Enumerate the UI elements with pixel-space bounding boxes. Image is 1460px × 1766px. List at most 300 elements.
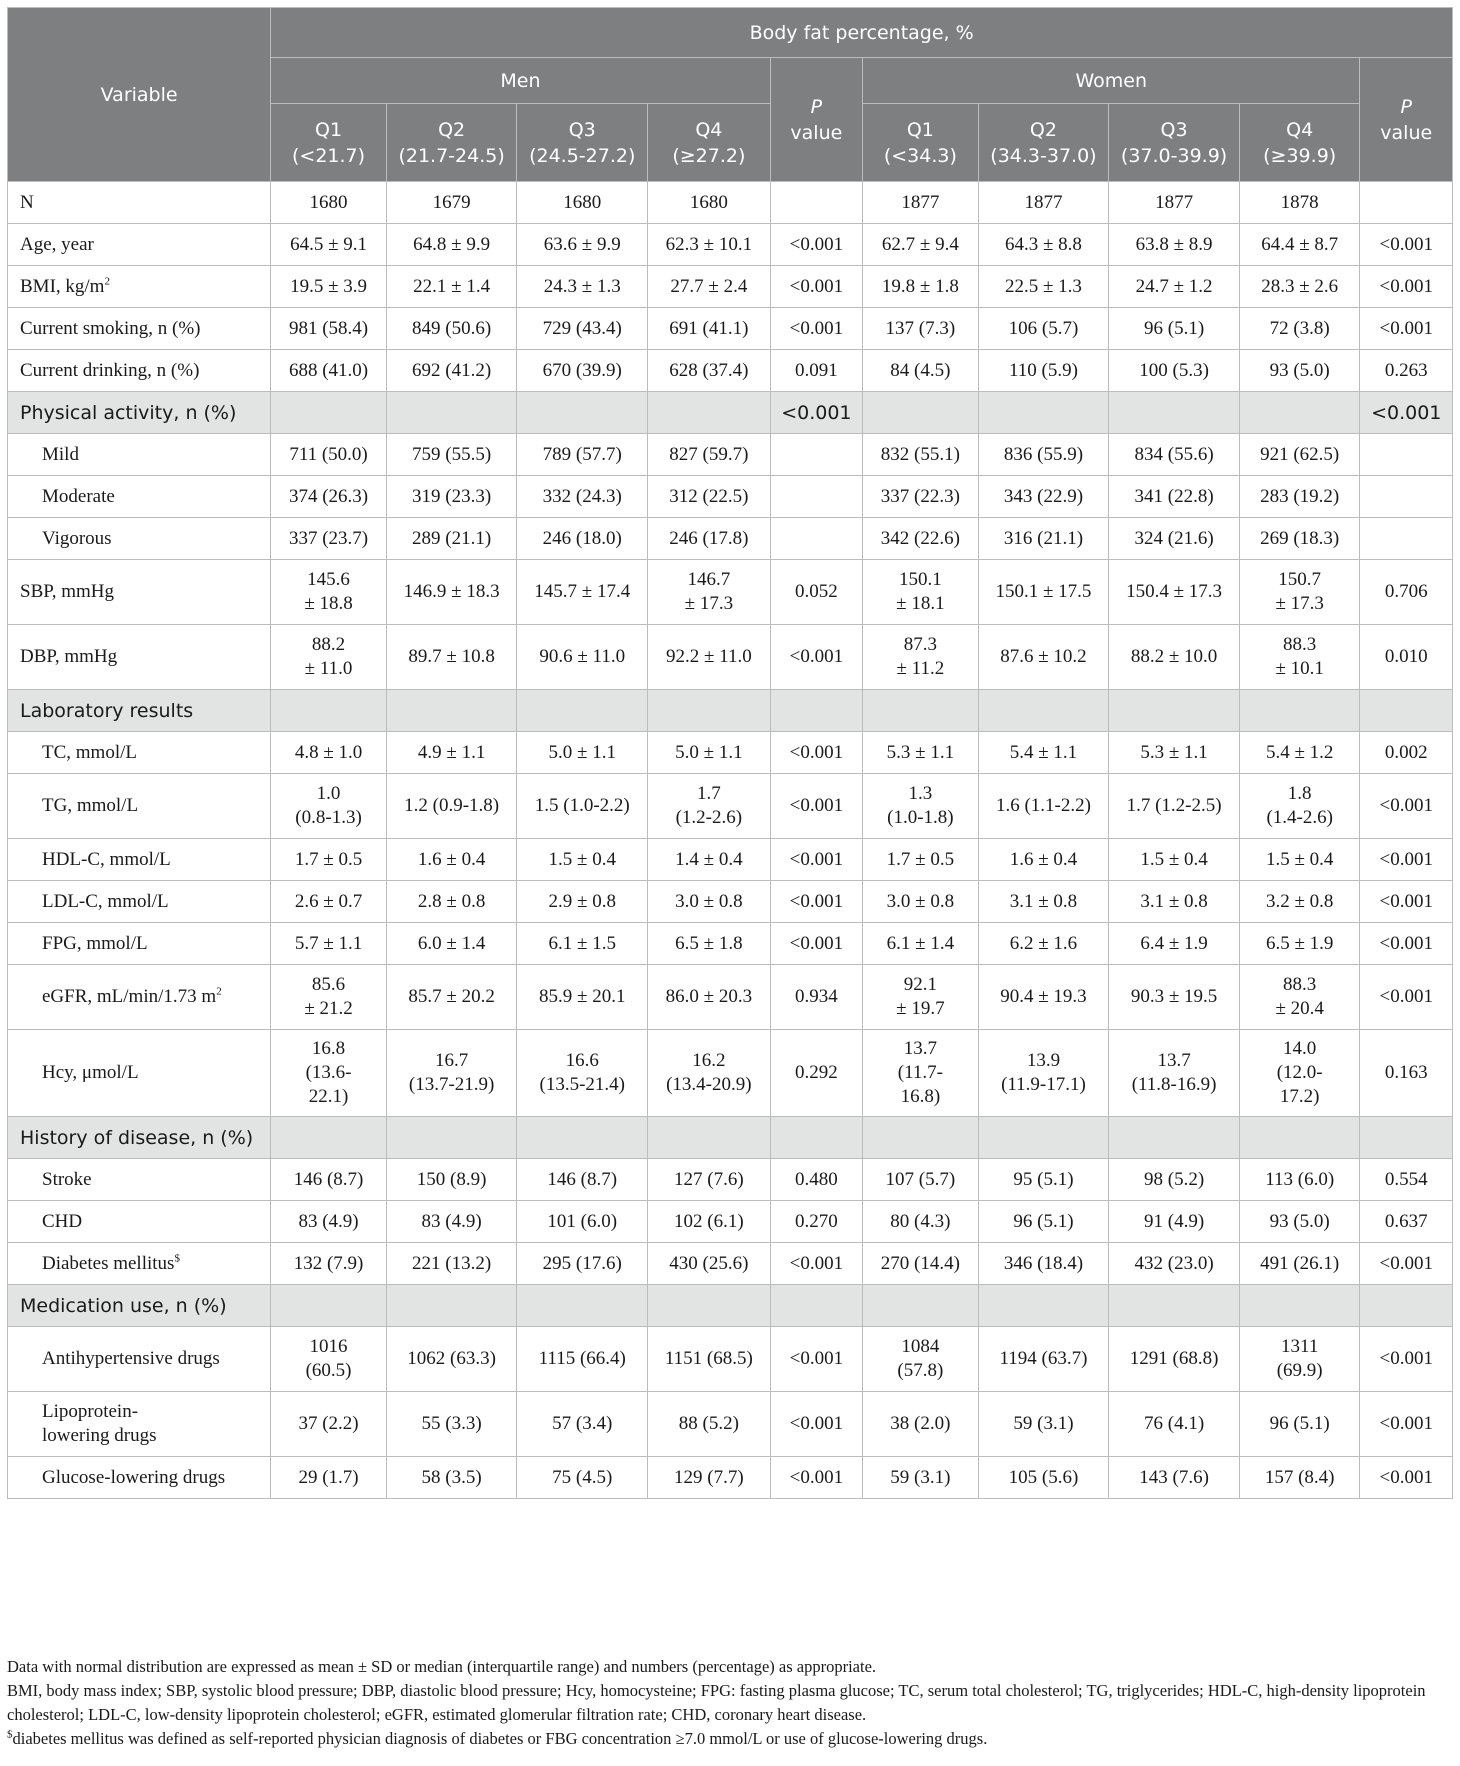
- table-row-chd: [8, 1201, 1453, 1243]
- row-label: Hcy, μmol/L: [8, 1030, 271, 1117]
- women-q4-cell: 1.8 (1.4-2.6): [1239, 774, 1360, 839]
- row-label: Moderate: [8, 476, 271, 518]
- women-q2-cell: 1.6 ± 0.4: [978, 839, 1109, 881]
- men-p-value-cell: <0.001: [770, 732, 862, 774]
- men-q4-cell: 1.4 ± 0.4: [648, 839, 771, 881]
- men-q2-cell: 58 (3.5): [386, 1457, 517, 1499]
- women-q1-cell: 92.1 ± 19.7: [863, 965, 979, 1030]
- men-q4-cell: 16.2 (13.4-20.9): [648, 1030, 771, 1117]
- women-p-value-cell: <0.001: [1360, 839, 1453, 881]
- men-p-value-cell: [770, 434, 862, 476]
- men-p-value-cell: <0.001: [770, 266, 862, 308]
- row-label: Physical activity, n (%): [8, 392, 271, 434]
- women-q1-cell: 3.0 ± 0.8: [863, 881, 979, 923]
- men-q4-cell: [648, 1285, 771, 1327]
- table-row-antihyp: [8, 1327, 1453, 1392]
- row-label: FPG, mmol/L: [8, 923, 271, 965]
- women-q2-cell: 1194 (63.7): [978, 1327, 1109, 1392]
- women-q2-cell: 836 (55.9): [978, 434, 1109, 476]
- women-p-value-cell: 0.554: [1360, 1159, 1453, 1201]
- row-label: History of disease, n (%): [8, 1117, 271, 1159]
- men-p-value-cell: [770, 182, 862, 224]
- women-q3-cell: 1.5 ± 0.4: [1109, 839, 1240, 881]
- women-q1-cell: 80 (4.3): [863, 1201, 979, 1243]
- men-q3-cell: 2.9 ± 0.8: [517, 881, 648, 923]
- men-p-value-cell: 0.480: [770, 1159, 862, 1201]
- women-p-value-cell: <0.001: [1360, 923, 1453, 965]
- men-q3-cell: 1.5 ± 0.4: [517, 839, 648, 881]
- men-q3-cell: 75 (4.5): [517, 1457, 648, 1499]
- men-q1-cell: 337 (23.7): [271, 518, 387, 560]
- group-title-header: Body fat percentage, %: [271, 8, 1453, 58]
- men-header: Men: [271, 58, 770, 104]
- men-q1-cell: 711 (50.0): [271, 434, 387, 476]
- men-q2-cell: 289 (21.1): [386, 518, 517, 560]
- women-q1-cell: 62.7 ± 9.4: [863, 224, 979, 266]
- men-q3-cell: 101 (6.0): [517, 1201, 648, 1243]
- women-p-value-cell: [1360, 182, 1453, 224]
- men-p-value-cell: <0.001: [770, 625, 862, 690]
- men-q3-cell: 6.1 ± 1.5: [517, 923, 648, 965]
- table-row-drinking: [8, 350, 1453, 392]
- men-q4-cell: 127 (7.6): [648, 1159, 771, 1201]
- women-q2-cell: [978, 690, 1109, 732]
- men-q4-cell: [648, 690, 771, 732]
- men-q2-cell: 2.8 ± 0.8: [386, 881, 517, 923]
- women-q3-cell: 5.3 ± 1.1: [1109, 732, 1240, 774]
- women-q2-header: Q2 (34.3-37.0): [978, 104, 1109, 182]
- men-q3-cell: 63.6 ± 9.9: [517, 224, 648, 266]
- men-q2-cell: 85.7 ± 20.2: [386, 965, 517, 1030]
- men-q1-cell: 85.6 ± 21.2: [271, 965, 387, 1030]
- women-q4-cell: 64.4 ± 8.7: [1239, 224, 1360, 266]
- row-label: Stroke: [8, 1159, 271, 1201]
- women-q2-cell: 110 (5.9): [978, 350, 1109, 392]
- women-header: Women: [863, 58, 1360, 104]
- women-q1-cell: [863, 1285, 979, 1327]
- women-q1-cell: 19.8 ± 1.8: [863, 266, 979, 308]
- men-q2-cell: 319 (23.3): [386, 476, 517, 518]
- men-q2-cell: [386, 392, 517, 434]
- women-p-value-cell: [1360, 1117, 1453, 1159]
- men-q3-cell: 57 (3.4): [517, 1392, 648, 1457]
- men-q1-cell: 5.7 ± 1.1: [271, 923, 387, 965]
- women-q2-cell: 1877: [978, 182, 1109, 224]
- row-label: Mild: [8, 434, 271, 476]
- women-q1-cell: 1084 (57.8): [863, 1327, 979, 1392]
- row-label: Antihypertensive drugs: [8, 1327, 271, 1392]
- men-q1-cell: [271, 392, 387, 434]
- men-q1-cell: 83 (4.9): [271, 1201, 387, 1243]
- row-label: DBP, mmHg: [8, 625, 271, 690]
- women-q4-cell: [1239, 690, 1360, 732]
- baseline-characteristics-table: [7, 7, 1453, 1499]
- men-q2-cell: 1062 (63.3): [386, 1327, 517, 1392]
- women-q3-cell: 324 (21.6): [1109, 518, 1240, 560]
- table-row-fpg: [8, 923, 1453, 965]
- women-q2-cell: 3.1 ± 0.8: [978, 881, 1109, 923]
- men-q3-cell: 1680: [517, 182, 648, 224]
- women-q3-cell: 98 (5.2): [1109, 1159, 1240, 1201]
- men-q4-cell: 691 (41.1): [648, 308, 771, 350]
- women-q4-cell: 14.0 (12.0- 17.2): [1239, 1030, 1360, 1117]
- men-q4-cell: [648, 1117, 771, 1159]
- table-container: [7, 7, 1453, 1499]
- men-q1-cell: 1.7 ± 0.5: [271, 839, 387, 881]
- women-q1-cell: 13.7 (11.7- 16.8): [863, 1030, 979, 1117]
- table-row-bmi: [8, 266, 1453, 308]
- women-q3-cell: [1109, 690, 1240, 732]
- women-q1-cell: 337 (22.3): [863, 476, 979, 518]
- men-p-value-cell: 0.934: [770, 965, 862, 1030]
- men-q4-cell: 246 (17.8): [648, 518, 771, 560]
- men-q1-cell: 132 (7.9): [271, 1243, 387, 1285]
- women-q4-cell: 93 (5.0): [1239, 350, 1360, 392]
- footnote-distribution: Data with normal distribution are expressed as mean ± SD or median (interquartile range) and numbers (percentage) as appropriate.: [7, 1657, 877, 1676]
- men-q2-cell: 89.7 ± 10.8: [386, 625, 517, 690]
- women-q4-cell: 88.3 ± 10.1: [1239, 625, 1360, 690]
- men-q1-cell: 37 (2.2): [271, 1392, 387, 1457]
- women-q3-cell: 1.7 (1.2-2.5): [1109, 774, 1240, 839]
- men-q4-cell: [648, 392, 771, 434]
- table-row-diabetes: [8, 1243, 1453, 1285]
- men-q2-cell: 16.7 (13.7-21.9): [386, 1030, 517, 1117]
- men-q4-cell: 27.7 ± 2.4: [648, 266, 771, 308]
- women-q4-cell: 1311 (69.9): [1239, 1327, 1360, 1392]
- row-label: HDL-C, mmol/L: [8, 839, 271, 881]
- men-q4-header: Q4 (≥27.2): [648, 104, 771, 182]
- women-q4-cell: [1239, 392, 1360, 434]
- table-row-tg: [8, 774, 1453, 839]
- men-q4-cell: 88 (5.2): [648, 1392, 771, 1457]
- men-q3-header: Q3 (24.5-27.2): [517, 104, 648, 182]
- women-q4-cell: 1878: [1239, 182, 1360, 224]
- men-q4-cell: 430 (25.6): [648, 1243, 771, 1285]
- women-q3-cell: [1109, 392, 1240, 434]
- row-label: Current smoking, n (%): [8, 308, 271, 350]
- women-q1-cell: 84 (4.5): [863, 350, 979, 392]
- men-q3-cell: 146 (8.7): [517, 1159, 648, 1201]
- men-q3-cell: [517, 1117, 648, 1159]
- men-p-value-cell: 0.052: [770, 560, 862, 625]
- women-q2-cell: 6.2 ± 1.6: [978, 923, 1109, 965]
- women-q2-cell: 96 (5.1): [978, 1201, 1109, 1243]
- men-q1-cell: 374 (26.3): [271, 476, 387, 518]
- women-q1-cell: [863, 1117, 979, 1159]
- women-q3-cell: 96 (5.1): [1109, 308, 1240, 350]
- table-row-moderate: [8, 476, 1453, 518]
- men-p-value-cell: [770, 1117, 862, 1159]
- men-q1-cell: 19.5 ± 3.9: [271, 266, 387, 308]
- women-q2-cell: [978, 1285, 1109, 1327]
- men-q3-cell: 1115 (66.4): [517, 1327, 648, 1392]
- men-p-value-cell: <0.001: [770, 923, 862, 965]
- table-row-mild: [8, 434, 1453, 476]
- row-label: N: [8, 182, 271, 224]
- men-p-value-cell: <0.001: [770, 308, 862, 350]
- men-p-value-cell: <0.001: [770, 839, 862, 881]
- men-q4-cell: 146.7 ± 17.3: [648, 560, 771, 625]
- men-q2-cell: 1.2 (0.9-1.8): [386, 774, 517, 839]
- footnote-abbreviations: BMI, body mass index; SBP, systolic blood pressure; DBP, diastolic blood pressure; Hcy, homocysteine; FPG: fasting plasma glucose; TC, serum total cholesterol; TG, triglycerides; HDL-C, high-density lipoprotein cholesterol; LDL-C, low-density lipoprotein cholesterol; eGFR, estimated glomerular filtration rate; CHD, coronary heart disease.: [7, 1681, 1426, 1724]
- women-p-value-cell: 0.002: [1360, 732, 1453, 774]
- women-p-value-cell: 0.706: [1360, 560, 1453, 625]
- men-q2-cell: [386, 1285, 517, 1327]
- women-p-value-cell: <0.001: [1360, 965, 1453, 1030]
- table-body: [8, 182, 1453, 1499]
- men-q3-cell: 16.6 (13.5-21.4): [517, 1030, 648, 1117]
- women-p-value-cell: <0.001: [1360, 774, 1453, 839]
- women-q1-cell: [863, 392, 979, 434]
- women-p-value-cell: 0.637: [1360, 1201, 1453, 1243]
- women-p-value-cell: [1360, 518, 1453, 560]
- footnote-diabetes: $diabetes mellitus was defined as self-reported physician diagnosis of diabetes or FBG concentration ≥7.0 mmol/L or use of glucose-lowering drugs.: [7, 1728, 988, 1748]
- row-label: Age, year: [8, 224, 271, 266]
- table-row-egfr: [8, 965, 1453, 1030]
- row-label: TC, mmol/L: [8, 732, 271, 774]
- women-p-value-cell: <0.001: [1360, 266, 1453, 308]
- women-q1-cell: 832 (55.1): [863, 434, 979, 476]
- men-p-value-cell: <0.001: [770, 1327, 862, 1392]
- men-q4-cell: 86.0 ± 20.3: [648, 965, 771, 1030]
- table-row-n: [8, 182, 1453, 224]
- men-q4-cell: 62.3 ± 10.1: [648, 224, 771, 266]
- men-p-value-header: P value: [770, 58, 862, 182]
- men-q1-cell: 688 (41.0): [271, 350, 387, 392]
- women-p-value-cell: <0.001: [1360, 308, 1453, 350]
- men-q2-cell: 221 (13.2): [386, 1243, 517, 1285]
- row-label: Current drinking, n (%): [8, 350, 271, 392]
- women-p-value-cell: <0.001: [1360, 1457, 1453, 1499]
- women-q1-cell: 59 (3.1): [863, 1457, 979, 1499]
- men-q2-cell: 1679: [386, 182, 517, 224]
- variable-header: Variable: [8, 8, 271, 182]
- men-q3-cell: 670 (39.9): [517, 350, 648, 392]
- men-q1-cell: 1016 (60.5): [271, 1327, 387, 1392]
- row-label: Diabetes mellitus$: [8, 1243, 271, 1285]
- men-q4-cell: 1.7 (1.2-2.6): [648, 774, 771, 839]
- men-p-value-cell: <0.001: [770, 881, 862, 923]
- men-q2-cell: 150 (8.9): [386, 1159, 517, 1201]
- women-q4-cell: 157 (8.4): [1239, 1457, 1360, 1499]
- table-row-dbp: [8, 625, 1453, 690]
- men-q3-cell: 332 (24.3): [517, 476, 648, 518]
- women-q2-cell: 22.5 ± 1.3: [978, 266, 1109, 308]
- men-q1-cell: 2.6 ± 0.7: [271, 881, 387, 923]
- table-row-medication: [8, 1285, 1453, 1327]
- row-label: Vigorous: [8, 518, 271, 560]
- men-q2-cell: 64.8 ± 9.9: [386, 224, 517, 266]
- men-q3-cell: 90.6 ± 11.0: [517, 625, 648, 690]
- women-q3-cell: [1109, 1285, 1240, 1327]
- table-row-tc: [8, 732, 1453, 774]
- women-q3-cell: 13.7 (11.8-16.9): [1109, 1030, 1240, 1117]
- women-q3-cell: 150.4 ± 17.3: [1109, 560, 1240, 625]
- men-p-value-cell: <0.001: [770, 1243, 862, 1285]
- men-q4-cell: 312 (22.5): [648, 476, 771, 518]
- men-q4-cell: 129 (7.7): [648, 1457, 771, 1499]
- women-q4-cell: 28.3 ± 2.6: [1239, 266, 1360, 308]
- women-p-value-cell: 0.010: [1360, 625, 1453, 690]
- women-p-value-cell: <0.001: [1360, 224, 1453, 266]
- table-header: [8, 8, 1453, 182]
- men-q1-cell: 4.8 ± 1.0: [271, 732, 387, 774]
- women-q2-cell: 1.6 (1.1-2.2): [978, 774, 1109, 839]
- women-q3-cell: [1109, 1117, 1240, 1159]
- men-q1-cell: 16.8 (13.6- 22.1): [271, 1030, 387, 1117]
- women-q1-cell: [863, 690, 979, 732]
- women-q3-cell: 432 (23.0): [1109, 1243, 1240, 1285]
- women-q2-cell: 343 (22.9): [978, 476, 1109, 518]
- men-p-value-cell: [770, 690, 862, 732]
- table-footnotes: [7, 1655, 1453, 1751]
- women-q4-cell: [1239, 1285, 1360, 1327]
- women-q3-cell: 76 (4.1): [1109, 1392, 1240, 1457]
- men-q2-cell: 22.1 ± 1.4: [386, 266, 517, 308]
- men-q3-cell: 24.3 ± 1.3: [517, 266, 648, 308]
- men-q2-cell: [386, 1117, 517, 1159]
- women-q1-cell: 150.1 ± 18.1: [863, 560, 979, 625]
- women-q4-header: Q4 (≥39.9): [1239, 104, 1360, 182]
- women-q3-cell: 24.7 ± 1.2: [1109, 266, 1240, 308]
- women-q4-cell: 269 (18.3): [1239, 518, 1360, 560]
- women-q2-cell: 150.1 ± 17.5: [978, 560, 1109, 625]
- women-q3-cell: 63.8 ± 8.9: [1109, 224, 1240, 266]
- men-p-value-cell: <0.001: [770, 224, 862, 266]
- men-q1-cell: 29 (1.7): [271, 1457, 387, 1499]
- men-q2-cell: 55 (3.3): [386, 1392, 517, 1457]
- women-q4-cell: 113 (6.0): [1239, 1159, 1360, 1201]
- row-label: SBP, mmHg: [8, 560, 271, 625]
- women-q1-cell: 5.3 ± 1.1: [863, 732, 979, 774]
- women-q3-cell: 143 (7.6): [1109, 1457, 1240, 1499]
- women-q3-cell: 3.1 ± 0.8: [1109, 881, 1240, 923]
- row-label: Medication use, n (%): [8, 1285, 271, 1327]
- table-row-lab: [8, 690, 1453, 732]
- women-q2-cell: [978, 1117, 1109, 1159]
- men-q3-cell: 5.0 ± 1.1: [517, 732, 648, 774]
- men-q4-cell: 6.5 ± 1.8: [648, 923, 771, 965]
- men-p-value-cell: [770, 518, 862, 560]
- women-q4-cell: 5.4 ± 1.2: [1239, 732, 1360, 774]
- women-p-value-cell: <0.001: [1360, 392, 1453, 434]
- row-label: eGFR, mL/min/1.73 $m^2$: [8, 965, 271, 1030]
- women-q2-cell: [978, 392, 1109, 434]
- table-row-physical: [8, 392, 1453, 434]
- row-label: CHD: [8, 1201, 271, 1243]
- men-q1-cell: [271, 1117, 387, 1159]
- women-q2-cell: 106 (5.7): [978, 308, 1109, 350]
- women-q2-cell: 90.4 ± 19.3: [978, 965, 1109, 1030]
- women-q1-cell: 38 (2.0): [863, 1392, 979, 1457]
- women-q3-cell: 88.2 ± 10.0: [1109, 625, 1240, 690]
- men-p-value-cell: <0.001: [770, 392, 862, 434]
- men-q1-cell: [271, 690, 387, 732]
- men-p-value-cell: <0.001: [770, 1457, 862, 1499]
- men-q3-cell: [517, 392, 648, 434]
- men-q1-cell: 64.5 ± 9.1: [271, 224, 387, 266]
- men-p-value-cell: [770, 476, 862, 518]
- men-q3-cell: 295 (17.6): [517, 1243, 648, 1285]
- row-label: Glucose-lowering drugs: [8, 1457, 271, 1499]
- women-q3-cell: 90.3 ± 19.5: [1109, 965, 1240, 1030]
- table-row-vigorous: [8, 518, 1453, 560]
- women-q4-cell: [1239, 1117, 1360, 1159]
- women-p-value-header: P value: [1360, 58, 1453, 182]
- women-q4-cell: 88.3 ± 20.4: [1239, 965, 1360, 1030]
- women-q2-cell: 105 (5.6): [978, 1457, 1109, 1499]
- men-q2-cell: 6.0 ± 1.4: [386, 923, 517, 965]
- men-q2-cell: 4.9 ± 1.1: [386, 732, 517, 774]
- women-q3-cell: 834 (55.6): [1109, 434, 1240, 476]
- women-q1-cell: 342 (22.6): [863, 518, 979, 560]
- women-q2-cell: 95 (5.1): [978, 1159, 1109, 1201]
- table-row-ldl: [8, 881, 1453, 923]
- women-q3-cell: 341 (22.8): [1109, 476, 1240, 518]
- women-q2-cell: 5.4 ± 1.1: [978, 732, 1109, 774]
- table-row-history: [8, 1117, 1453, 1159]
- women-q1-cell: 270 (14.4): [863, 1243, 979, 1285]
- men-q3-cell: [517, 690, 648, 732]
- men-q1-cell: 1.0 (0.8-1.3): [271, 774, 387, 839]
- women-q2-cell: 316 (21.1): [978, 518, 1109, 560]
- men-q3-cell: [517, 1285, 648, 1327]
- row-label: TG, mmol/L: [8, 774, 271, 839]
- men-q2-cell: 692 (41.2): [386, 350, 517, 392]
- women-q2-cell: 346 (18.4): [978, 1243, 1109, 1285]
- men-q1-cell: [271, 1285, 387, 1327]
- men-q3-cell: 789 (57.7): [517, 434, 648, 476]
- men-q3-cell: 145.7 ± 17.4: [517, 560, 648, 625]
- men-p-value-cell: <0.001: [770, 1392, 862, 1457]
- women-q2-cell: 13.9 (11.9-17.1): [978, 1030, 1109, 1117]
- women-q4-cell: 283 (19.2): [1239, 476, 1360, 518]
- women-p-value-cell: [1360, 476, 1453, 518]
- table-row-smoking: [8, 308, 1453, 350]
- men-q1-cell: 1680: [271, 182, 387, 224]
- men-q3-cell: 729 (43.4): [517, 308, 648, 350]
- women-p-value-cell: <0.001: [1360, 1392, 1453, 1457]
- women-q3-header: Q3 (37.0-39.9): [1109, 104, 1240, 182]
- women-q2-cell: 87.6 ± 10.2: [978, 625, 1109, 690]
- women-q4-cell: 96 (5.1): [1239, 1392, 1360, 1457]
- women-q4-cell: 72 (3.8): [1239, 308, 1360, 350]
- women-q3-cell: 100 (5.3): [1109, 350, 1240, 392]
- women-q1-cell: 107 (5.7): [863, 1159, 979, 1201]
- women-p-value-cell: [1360, 1285, 1453, 1327]
- men-q4-cell: 1680: [648, 182, 771, 224]
- women-q4-cell: 93 (5.0): [1239, 1201, 1360, 1243]
- row-label: LDL-C, mmol/L: [8, 881, 271, 923]
- women-p-value-cell: <0.001: [1360, 1243, 1453, 1285]
- row-label: Lipoprotein- lowering drugs: [8, 1392, 271, 1457]
- men-q4-cell: 827 (59.7): [648, 434, 771, 476]
- row-label: BMI, $kg/m^2$: [8, 266, 271, 308]
- men-q2-cell: 83 (4.9): [386, 1201, 517, 1243]
- men-p-value-cell: 0.091: [770, 350, 862, 392]
- women-q1-cell: 6.1 ± 1.4: [863, 923, 979, 965]
- women-p-value-cell: <0.001: [1360, 1327, 1453, 1392]
- men-p-value-cell: [770, 1285, 862, 1327]
- table-row-stroke: [8, 1159, 1453, 1201]
- men-q1-cell: 145.6 ± 18.8: [271, 560, 387, 625]
- men-q1-cell: 981 (58.4): [271, 308, 387, 350]
- row-label: Laboratory results: [8, 690, 271, 732]
- women-q4-cell: 6.5 ± 1.9: [1239, 923, 1360, 965]
- women-q4-cell: 3.2 ± 0.8: [1239, 881, 1360, 923]
- women-p-value-cell: <0.001: [1360, 881, 1453, 923]
- women-q3-cell: 91 (4.9): [1109, 1201, 1240, 1243]
